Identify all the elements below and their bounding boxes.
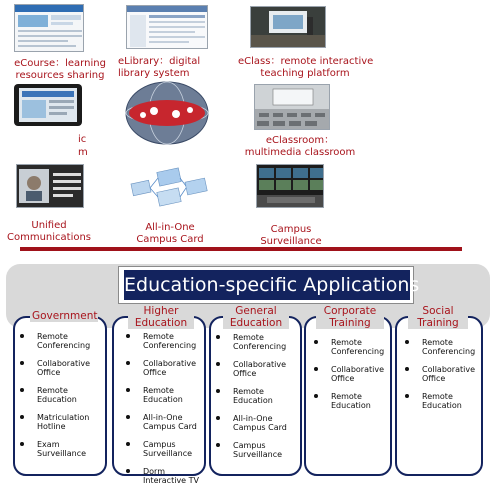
globe-network-image (124, 80, 210, 146)
list-item: Remote Conferencing (123, 332, 199, 350)
ecampus-tablet-image (14, 84, 82, 126)
campus-surveillance-image (256, 164, 324, 208)
list-item: Collaborative Office (123, 359, 199, 377)
ecourse-screenshot-image (14, 4, 84, 52)
ecampus-caption-fragment-1: ic (78, 134, 87, 145)
list-item: Matriculation Hotline (17, 413, 90, 431)
general-education-item-list (213, 333, 287, 468)
list-item: Campus Surveillance (123, 440, 199, 458)
column-title-higher-education: Higher Education (128, 305, 194, 329)
ecampus-caption-fragment-2: m (78, 147, 88, 158)
column-title-corporate-training: Corporate Training (316, 305, 384, 329)
list-item: Collaborative Office (213, 360, 287, 378)
elibrary-screenshot-image (126, 5, 208, 49)
unified-communications-image (16, 164, 84, 208)
list-item: Remote Education (17, 386, 90, 404)
list-item: Exam Surveillance (17, 440, 90, 458)
page-title: Education-specific Applications (124, 270, 410, 300)
government-item-list (17, 332, 90, 467)
elibrary-caption: eLibrary：digital library system (118, 56, 201, 79)
list-item: Remote Conferencing (213, 333, 287, 351)
list-item: Collaborative Office (402, 365, 475, 383)
list-item: Remote Education (213, 387, 287, 405)
list-item: Remote Conferencing (17, 332, 90, 350)
list-item: Remote Conferencing (402, 338, 475, 356)
eclassroom-photo-image (254, 84, 330, 130)
list-item: Remote Education (123, 386, 199, 404)
campus-card-caption: All-in-One Campus Card (136, 222, 204, 245)
list-item: All-in-One Campus Card (123, 413, 199, 431)
list-item: Remote Conferencing (311, 338, 384, 356)
list-item: All-in-One Campus Card (213, 414, 287, 432)
campus-card-image (128, 166, 212, 210)
list-item: Campus Surveillance (213, 441, 287, 459)
eclass-caption: eClass：remote interactive teaching platform (238, 56, 374, 79)
column-title-general-education: General Education (223, 305, 289, 329)
column-title-social-training: Social Training (408, 305, 468, 329)
column-title-government: Government (32, 310, 98, 322)
eclass-photo-image (250, 6, 326, 48)
eclassroom-caption: eClassroom： multimedia classroom (244, 135, 356, 158)
ecourse-caption: eCourse：learning resources sharing (14, 58, 106, 81)
list-item: Remote Education (311, 392, 384, 410)
list-item: Remote Education (402, 392, 475, 410)
section-divider (20, 247, 462, 251)
list-item: Collaborative Office (17, 359, 90, 377)
campus-surveillance-caption: Campus Surveillance (260, 224, 322, 247)
list-item: Collaborative Office (311, 365, 384, 383)
corporate-training-item-list (311, 338, 384, 419)
list-item: Dorm Interactive TV (123, 467, 199, 485)
social-training-item-list (402, 338, 475, 419)
higher-education-item-list (123, 332, 199, 494)
unified-communications-caption: Unified Communications (6, 220, 92, 243)
